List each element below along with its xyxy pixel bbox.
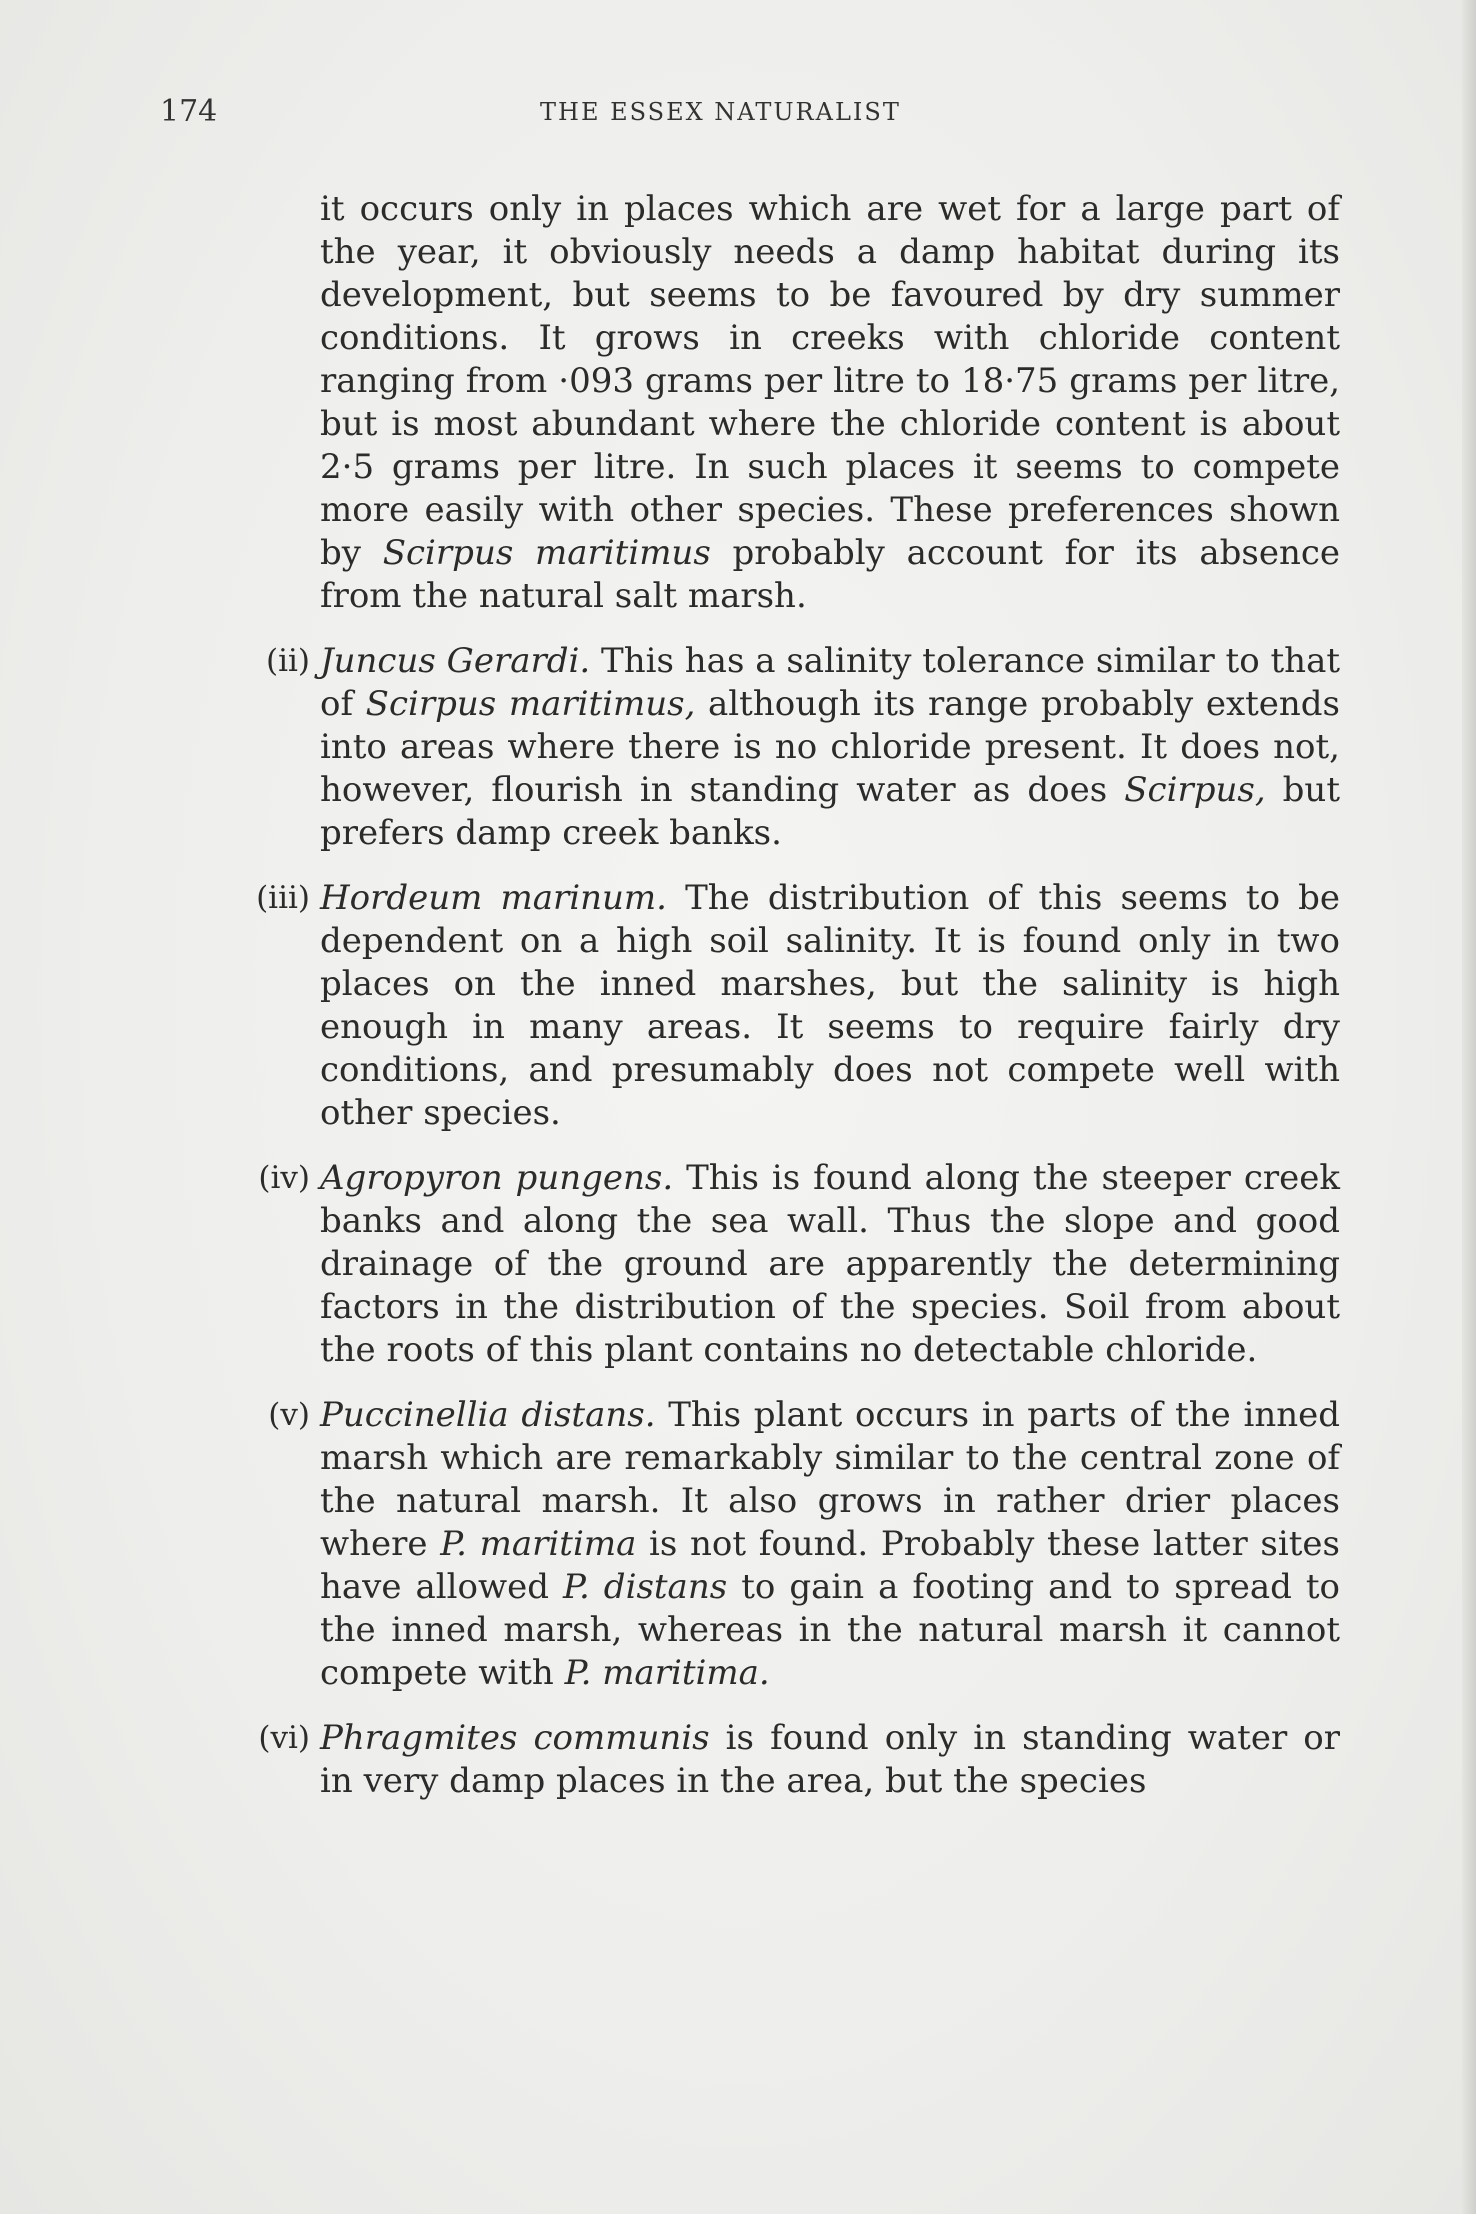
species-name: Scirpus maritimus bbox=[382, 533, 711, 573]
entry-text: Puccinellia distans. This plant occurs in parts of the inned marsh which are remarkably similar to the central zone of the natural marsh. It also grows in rather drier places where P. maritima is not found. Probably these latter sites have allowed P. distans to gain a footing and to spread to the inned marsh, whereas in the natural marsh it cannot compete with P. maritima. bbox=[320, 1395, 1341, 1693]
entry-number: (iv) bbox=[258, 1160, 310, 1196]
species-entry-vi bbox=[258, 1717, 1340, 1803]
entry-text: Hordeum marinum. The distribution of this seems to be dependent on a high soil salinity. It is found only in two places on the inned marshes, but the salinity is high enough in many areas. It seems to require fairly dry conditions, and presumably does not compete well with other species. bbox=[320, 878, 1341, 1133]
species-entry-ii bbox=[265, 640, 1341, 855]
species-entry-iii bbox=[256, 877, 1341, 1135]
page-header bbox=[0, 94, 1476, 134]
species-name: Hordeum marinum. bbox=[320, 878, 667, 918]
intro-paragraph: it occurs only in places which are wet for a large part of the year, it obviously needs a damp habitat during its development, but seems to be favoured by dry summer conditions. It grows in creeks with chloride content ranging from ·093 grams per litre to 18·75 grams per litre, but is most abundant where the chloride content is about 2·5 grams per litre. In such places it seems to compete more easily with other species. These preferences shown by Scirpus maritimus probably account for its absence from the natural salt marsh. bbox=[320, 189, 1341, 616]
page-number: 174 bbox=[160, 94, 218, 129]
running-head: THE ESSEX NATURALIST bbox=[540, 98, 901, 126]
entry-number: (ii) bbox=[265, 643, 310, 679]
body-text bbox=[256, 188, 1341, 1803]
entry-text: Agropyron pungens. This is found along the steeper creek banks and along the sea wall. Thus the slope and good drainage of the ground are apparently the determining factors in the distribution of the species. Soil from about the roots of this plant contains no detectable chloride. bbox=[320, 1158, 1340, 1370]
entry-number: (vi) bbox=[258, 1720, 310, 1756]
species-entry-iv bbox=[258, 1157, 1340, 1372]
entry-number: (iii) bbox=[256, 880, 310, 916]
species-name: Juncus Gerardi. bbox=[320, 641, 591, 681]
species-name: Phragmites communis bbox=[320, 1718, 710, 1758]
species-entry-v bbox=[268, 1394, 1341, 1695]
entry-text: Juncus Gerardi. This has a salinity tolerance similar to that of Scirpus maritimus, although its range probably extends into areas where there is no chloride present. It does not, however, flourish in standing water as does Scirpus, but prefers damp creek banks. bbox=[320, 641, 1341, 853]
species-name: Puccinellia distans. bbox=[320, 1395, 656, 1435]
entry-number: (v) bbox=[268, 1397, 310, 1433]
entry-text: Phragmites communis is found only in standing water or in very damp places in the area, but the species bbox=[320, 1718, 1340, 1801]
page-edge-shadow bbox=[1462, 0, 1476, 2214]
species-name: Agropyron pungens. bbox=[320, 1158, 674, 1198]
